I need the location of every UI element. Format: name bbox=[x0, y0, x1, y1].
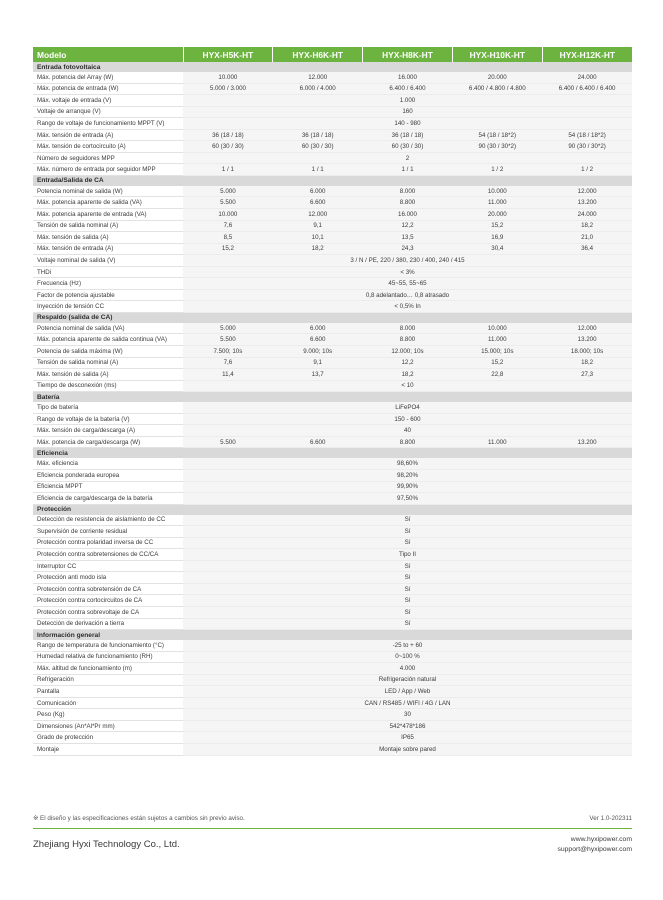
row-label: THDi bbox=[33, 266, 183, 278]
row-value-all-models: < 3% bbox=[183, 266, 632, 278]
row-value: 11.000 bbox=[452, 334, 542, 346]
table-row bbox=[33, 152, 632, 164]
row-value: 12.000 bbox=[542, 323, 632, 334]
table-row bbox=[33, 402, 632, 413]
row-value: 60 (30 / 30) bbox=[183, 141, 273, 153]
row-label: Máx. potencia aparente de salida continua (VA) bbox=[33, 334, 183, 346]
row-value: 16,9 bbox=[452, 232, 542, 244]
row-value: 8.800 bbox=[363, 334, 453, 346]
row-value: 36 (18 / 18) bbox=[183, 129, 273, 141]
row-value: 6.400 / 6.400 bbox=[363, 83, 453, 95]
table-row bbox=[33, 515, 632, 526]
row-value: 8.000 bbox=[363, 323, 453, 334]
table-row bbox=[33, 481, 632, 493]
row-value-all-models: LiFePO4 bbox=[183, 402, 632, 413]
section-header-row bbox=[33, 448, 632, 459]
row-value: 12.000 bbox=[542, 186, 632, 197]
table-row bbox=[33, 106, 632, 118]
row-label: Protección contra cortocircuitos de CA bbox=[33, 595, 183, 607]
contact-info bbox=[557, 835, 632, 855]
row-label: Máx. tensión de entrada (A) bbox=[33, 243, 183, 255]
table-row bbox=[33, 301, 632, 313]
row-value: 6.000 bbox=[273, 186, 363, 197]
row-value: 20.000 bbox=[452, 72, 542, 83]
table-row bbox=[33, 720, 632, 732]
row-value: 36,4 bbox=[542, 243, 632, 255]
table-row bbox=[33, 640, 632, 651]
table-row bbox=[33, 83, 632, 95]
row-value: 12,2 bbox=[363, 220, 453, 232]
row-value: 24.000 bbox=[542, 72, 632, 83]
table-row bbox=[33, 686, 632, 698]
table-row bbox=[33, 526, 632, 538]
row-value: 8.800 bbox=[363, 436, 453, 448]
table-row bbox=[33, 380, 632, 392]
row-value: 5.000 / 3.000 bbox=[183, 83, 273, 95]
table-row bbox=[33, 95, 632, 107]
row-value: 15,2 bbox=[183, 243, 273, 255]
table-row bbox=[33, 732, 632, 744]
row-label: Protección contra sobretensiones de CC/CA bbox=[33, 549, 183, 561]
row-value: 5.000 bbox=[183, 186, 273, 197]
row-value: 90 (30 / 30*2) bbox=[542, 141, 632, 153]
row-value: 7.500; 10s bbox=[183, 346, 273, 358]
row-value: 20.000 bbox=[452, 209, 542, 221]
row-value: 12.000 bbox=[273, 72, 363, 83]
table-row bbox=[33, 743, 632, 755]
section-title: Entrada fotovoltaica bbox=[33, 62, 632, 72]
row-value: 18,2 bbox=[542, 357, 632, 369]
row-value: 22,8 bbox=[452, 369, 542, 381]
table-row bbox=[33, 209, 632, 221]
row-value: 60 (30 / 30) bbox=[273, 141, 363, 153]
row-value-all-models: 150 - 600 bbox=[183, 413, 632, 425]
row-value: 13,5 bbox=[363, 232, 453, 244]
row-label: Máx. tensión de cortocircuito (A) bbox=[33, 141, 183, 153]
row-value: 16.000 bbox=[363, 72, 453, 83]
row-value: 18,2 bbox=[363, 369, 453, 381]
table-row bbox=[33, 697, 632, 709]
row-value-all-models: < 0,5% In bbox=[183, 301, 632, 313]
row-value: 10.000 bbox=[183, 72, 273, 83]
header-label: Modelo bbox=[33, 47, 183, 62]
section-header-row bbox=[33, 62, 632, 72]
row-value-all-models: Tipo II bbox=[183, 549, 632, 561]
table-row bbox=[33, 278, 632, 290]
row-value-all-models: Sí bbox=[183, 560, 632, 572]
table-row bbox=[33, 72, 632, 83]
section-header-row bbox=[33, 504, 632, 515]
row-label: Peso (Kg) bbox=[33, 709, 183, 721]
table-header-row bbox=[33, 47, 632, 62]
row-label: Máx. potencia del Array (W) bbox=[33, 72, 183, 83]
row-label: Protección anti modo isla bbox=[33, 572, 183, 584]
row-label: Tensión de salida nominal (A) bbox=[33, 220, 183, 232]
row-value: 6.000 / 4.000 bbox=[273, 83, 363, 95]
row-value-all-models: LED / App / Web bbox=[183, 686, 632, 698]
table-row bbox=[33, 334, 632, 346]
table-row bbox=[33, 129, 632, 141]
row-value-all-models: 40 bbox=[183, 425, 632, 437]
table-row bbox=[33, 458, 632, 469]
row-label: Máx. tensión de carga/descarga (A) bbox=[33, 425, 183, 437]
row-value-all-models: 0,8 adelantado… 0,8 atrasado bbox=[183, 289, 632, 301]
row-value: 11.000 bbox=[452, 436, 542, 448]
row-value-all-models: -25 to + 60 bbox=[183, 640, 632, 651]
row-value-all-models: < 10 bbox=[183, 380, 632, 392]
row-label: Máx. eficiencia bbox=[33, 458, 183, 469]
row-value-all-models: 45~55, 55~65 bbox=[183, 278, 632, 290]
row-value-all-models: 97,50% bbox=[183, 493, 632, 505]
row-label: Pantalla bbox=[33, 686, 183, 698]
table-row bbox=[33, 606, 632, 618]
row-value: 90 (30 / 30*2) bbox=[452, 141, 542, 153]
row-value-all-models: Sí bbox=[183, 595, 632, 607]
table-row bbox=[33, 425, 632, 437]
row-value: 15.000; 10s bbox=[452, 346, 542, 358]
row-label: Máx. tensión de entrada (A) bbox=[33, 129, 183, 141]
table-row bbox=[33, 549, 632, 561]
row-value-all-models: 98,20% bbox=[183, 469, 632, 481]
table-row bbox=[33, 651, 632, 663]
row-label: Humedad relativa de funcionamiento (RH) bbox=[33, 651, 183, 663]
row-label: Eficiencia ponderada europea bbox=[33, 469, 183, 481]
row-value-all-models: IP65 bbox=[183, 732, 632, 744]
section-header-row bbox=[33, 630, 632, 641]
section-title: Eficiencia bbox=[33, 448, 632, 459]
row-value: 13.200 bbox=[542, 436, 632, 448]
table-row bbox=[33, 572, 632, 584]
row-value: 30,4 bbox=[452, 243, 542, 255]
row-value: 13.200 bbox=[542, 334, 632, 346]
row-value: 6.400 / 6.400 / 6.400 bbox=[542, 83, 632, 95]
row-label: Tipo de batería bbox=[33, 402, 183, 413]
website-link[interactable]: www.hyxipower.com bbox=[570, 836, 632, 843]
row-value: 8.800 bbox=[363, 197, 453, 209]
row-value: 1 / 1 bbox=[183, 164, 273, 176]
row-label: Número de seguidores MPP bbox=[33, 152, 183, 164]
company-name: Zhejiang Hyxi Technology Co., Ltd. bbox=[33, 839, 180, 850]
row-value: 6.600 bbox=[273, 334, 363, 346]
row-label: Potencia nominal de salida (VA) bbox=[33, 323, 183, 334]
row-value: 18,2 bbox=[542, 220, 632, 232]
row-label: Máx. potencia de entrada (W) bbox=[33, 83, 183, 95]
row-value: 10,1 bbox=[273, 232, 363, 244]
row-label: Tensión de salida nominal (A) bbox=[33, 357, 183, 369]
row-value: 60 (30 / 30) bbox=[363, 141, 453, 153]
row-value: 1 / 1 bbox=[363, 164, 453, 176]
row-label: Voltaje nominal de salida (V) bbox=[33, 255, 183, 267]
row-value-all-models: 0~100 % bbox=[183, 651, 632, 663]
row-value-all-models: 140 - 980 bbox=[183, 118, 632, 130]
table-row bbox=[33, 537, 632, 549]
disclaimer-note: ※ El diseño y las especificaciones están sujetos a cambios sin previo aviso. bbox=[33, 815, 245, 822]
row-label: Comunicación bbox=[33, 697, 183, 709]
header-model: HYX-H12K-HT bbox=[542, 47, 632, 62]
row-value-all-models: Sí bbox=[183, 606, 632, 618]
row-label: Rango de temperatura de funcionamiento (°C) bbox=[33, 640, 183, 651]
row-label: Máx. tensión de salida (A) bbox=[33, 369, 183, 381]
row-label: Voltaje de arranque (V) bbox=[33, 106, 183, 118]
header-model: HYX-H5K-HT bbox=[183, 47, 273, 62]
table-row bbox=[33, 436, 632, 448]
table-row bbox=[33, 186, 632, 197]
table-row bbox=[33, 709, 632, 721]
row-value: 15,2 bbox=[452, 220, 542, 232]
spec-sheet bbox=[33, 47, 632, 756]
row-value: 54 (18 / 18*2) bbox=[542, 129, 632, 141]
row-label: Grado de protección bbox=[33, 732, 183, 744]
row-value-all-models: Sí bbox=[183, 618, 632, 630]
table-row bbox=[33, 346, 632, 358]
row-value: 5.500 bbox=[183, 197, 273, 209]
row-value: 10.000 bbox=[452, 323, 542, 334]
row-value: 7,6 bbox=[183, 220, 273, 232]
table-row bbox=[33, 674, 632, 686]
table-row bbox=[33, 220, 632, 232]
row-value-all-models: Refrigeración natural bbox=[183, 674, 632, 686]
row-value-all-models: Montaje sobre pared bbox=[183, 743, 632, 755]
table-row bbox=[33, 369, 632, 381]
row-label: Refrigeración bbox=[33, 674, 183, 686]
row-value: 36 (18 / 18) bbox=[363, 129, 453, 141]
table-row bbox=[33, 118, 632, 130]
row-value-all-models: Sí bbox=[183, 572, 632, 584]
table-row bbox=[33, 583, 632, 595]
row-value: 13,7 bbox=[273, 369, 363, 381]
row-label: Tiempo de desconexión (ms) bbox=[33, 380, 183, 392]
row-label: Protección contra sobretensión de CA bbox=[33, 583, 183, 595]
row-value-all-models: Sí bbox=[183, 583, 632, 595]
row-value: 5.000 bbox=[183, 323, 273, 334]
row-value: 8,5 bbox=[183, 232, 273, 244]
row-value: 18,2 bbox=[273, 243, 363, 255]
row-value-all-models: Sí bbox=[183, 526, 632, 538]
row-label: Máx. altitud de funcionamiento (m) bbox=[33, 663, 183, 675]
row-value: 1 / 2 bbox=[542, 164, 632, 176]
section-title: Entrada/Salida de CA bbox=[33, 175, 632, 186]
table-row bbox=[33, 595, 632, 607]
row-value: 8.000 bbox=[363, 186, 453, 197]
row-value: 6.600 bbox=[273, 436, 363, 448]
row-label: Máx. voltaje de entrada (V) bbox=[33, 95, 183, 107]
version-label: Ver 1.0-202311 bbox=[589, 815, 632, 822]
row-value: 54 (18 / 18*2) bbox=[452, 129, 542, 141]
row-value: 9,1 bbox=[273, 220, 363, 232]
table-row bbox=[33, 289, 632, 301]
table-row bbox=[33, 618, 632, 630]
table-row bbox=[33, 493, 632, 505]
row-label: Dimensiones (An*Al*Pr mm) bbox=[33, 720, 183, 732]
row-label: Potencia nominal de salida (W) bbox=[33, 186, 183, 197]
row-value-all-models: 3 / N / PE, 220 / 380, 230 / 400, 240 / 415 bbox=[183, 255, 632, 267]
row-value: 12,2 bbox=[363, 357, 453, 369]
row-label: Rango de voltaje de funcionamiento MPPT (V) bbox=[33, 118, 183, 130]
row-label: Interruptor CC bbox=[33, 560, 183, 572]
section-title: Respaldo (salida de CA) bbox=[33, 312, 632, 323]
row-value-all-models: Sí bbox=[183, 515, 632, 526]
table-row bbox=[33, 141, 632, 153]
row-value-all-models: 160 bbox=[183, 106, 632, 118]
section-title: Protección bbox=[33, 504, 632, 515]
row-value: 10.000 bbox=[452, 186, 542, 197]
row-value-all-models: 99,90% bbox=[183, 481, 632, 493]
table-row bbox=[33, 413, 632, 425]
row-label: Máx. potencia aparente de entrada (VA) bbox=[33, 209, 183, 221]
row-value: 24,3 bbox=[363, 243, 453, 255]
row-value: 10.000 bbox=[183, 209, 273, 221]
table-row bbox=[33, 232, 632, 244]
row-value: 6.000 bbox=[273, 323, 363, 334]
table-row bbox=[33, 663, 632, 675]
spec-table-body bbox=[33, 47, 632, 755]
row-label: Protección contra polaridad inversa de CC bbox=[33, 537, 183, 549]
row-value-all-models: 30 bbox=[183, 709, 632, 721]
row-value: 21,0 bbox=[542, 232, 632, 244]
table-row bbox=[33, 255, 632, 267]
row-value: 12.000 bbox=[273, 209, 363, 221]
row-value: 16.000 bbox=[363, 209, 453, 221]
row-value: 24.000 bbox=[542, 209, 632, 221]
row-label: Supervisión de corriente residual bbox=[33, 526, 183, 538]
section-header-row bbox=[33, 312, 632, 323]
spec-table bbox=[33, 47, 632, 756]
row-label: Detección de derivación a tierra bbox=[33, 618, 183, 630]
row-label: Factor de potencia ajustable bbox=[33, 289, 183, 301]
row-value: 9.000; 10s bbox=[273, 346, 363, 358]
row-value-all-models: 2 bbox=[183, 152, 632, 164]
table-row bbox=[33, 560, 632, 572]
row-value: 1 / 1 bbox=[273, 164, 363, 176]
row-value: 1 / 2 bbox=[452, 164, 542, 176]
section-title: Batería bbox=[33, 392, 632, 403]
row-value: 6.400 / 4.800 / 4.800 bbox=[452, 83, 542, 95]
row-value-all-models: 98,60% bbox=[183, 458, 632, 469]
section-header-row bbox=[33, 175, 632, 186]
table-row bbox=[33, 243, 632, 255]
row-value-all-models: 1.000 bbox=[183, 95, 632, 107]
section-title: Información general bbox=[33, 630, 632, 641]
header-model: HYX-H8K-HT bbox=[363, 47, 453, 62]
table-row bbox=[33, 323, 632, 334]
row-label: Potencia de salida máxima (W) bbox=[33, 346, 183, 358]
row-value: 7,6 bbox=[183, 357, 273, 369]
table-row bbox=[33, 357, 632, 369]
row-label: Protección contra sobrevoltaje de CA bbox=[33, 606, 183, 618]
row-label: Máx. potencia aparente de salida (VA) bbox=[33, 197, 183, 209]
row-label: Frecuencia (Hz) bbox=[33, 278, 183, 290]
row-value: 18.000; 10s bbox=[542, 346, 632, 358]
row-value-all-models: 4.000 bbox=[183, 663, 632, 675]
table-row bbox=[33, 164, 632, 176]
table-row bbox=[33, 266, 632, 278]
row-value: 11.000 bbox=[452, 197, 542, 209]
row-label: Máx. tensión de salida (A) bbox=[33, 232, 183, 244]
row-label: Eficiencia de carga/descarga de la batería bbox=[33, 493, 183, 505]
row-value: 13.200 bbox=[542, 197, 632, 209]
footer-divider bbox=[33, 828, 632, 829]
row-label: Máx. potencia de carga/descarga (W) bbox=[33, 436, 183, 448]
row-label: Montaje bbox=[33, 743, 183, 755]
header-model: HYX-H6K-HT bbox=[273, 47, 363, 62]
row-value-all-models: CAN / RS485 / WIFI / 4G / LAN bbox=[183, 697, 632, 709]
row-value: 9,1 bbox=[273, 357, 363, 369]
row-value: 27,3 bbox=[542, 369, 632, 381]
table-row bbox=[33, 469, 632, 481]
section-header-row bbox=[33, 392, 632, 403]
row-value: 36 (18 / 18) bbox=[273, 129, 363, 141]
row-value-all-models: 542*478*186 bbox=[183, 720, 632, 732]
row-label: Inyección de tensión CC bbox=[33, 301, 183, 313]
row-value: 5.500 bbox=[183, 334, 273, 346]
row-label: Máx. número de entrada por seguidor MPP bbox=[33, 164, 183, 176]
row-label: Eficiencia MPPT bbox=[33, 481, 183, 493]
row-label: Detección de resistencia de aislamiento de CC bbox=[33, 515, 183, 526]
row-label: Rango de voltaje de la batería (V) bbox=[33, 413, 183, 425]
row-value: 11,4 bbox=[183, 369, 273, 381]
header-model: HYX-H10K-HT bbox=[452, 47, 542, 62]
email-link[interactable]: support@hyxipower.com bbox=[557, 846, 632, 853]
row-value: 6.600 bbox=[273, 197, 363, 209]
row-value: 15,2 bbox=[452, 357, 542, 369]
row-value: 12.000; 10s bbox=[363, 346, 453, 358]
row-value-all-models: Sí bbox=[183, 537, 632, 549]
row-value: 5.500 bbox=[183, 436, 273, 448]
table-row bbox=[33, 197, 632, 209]
